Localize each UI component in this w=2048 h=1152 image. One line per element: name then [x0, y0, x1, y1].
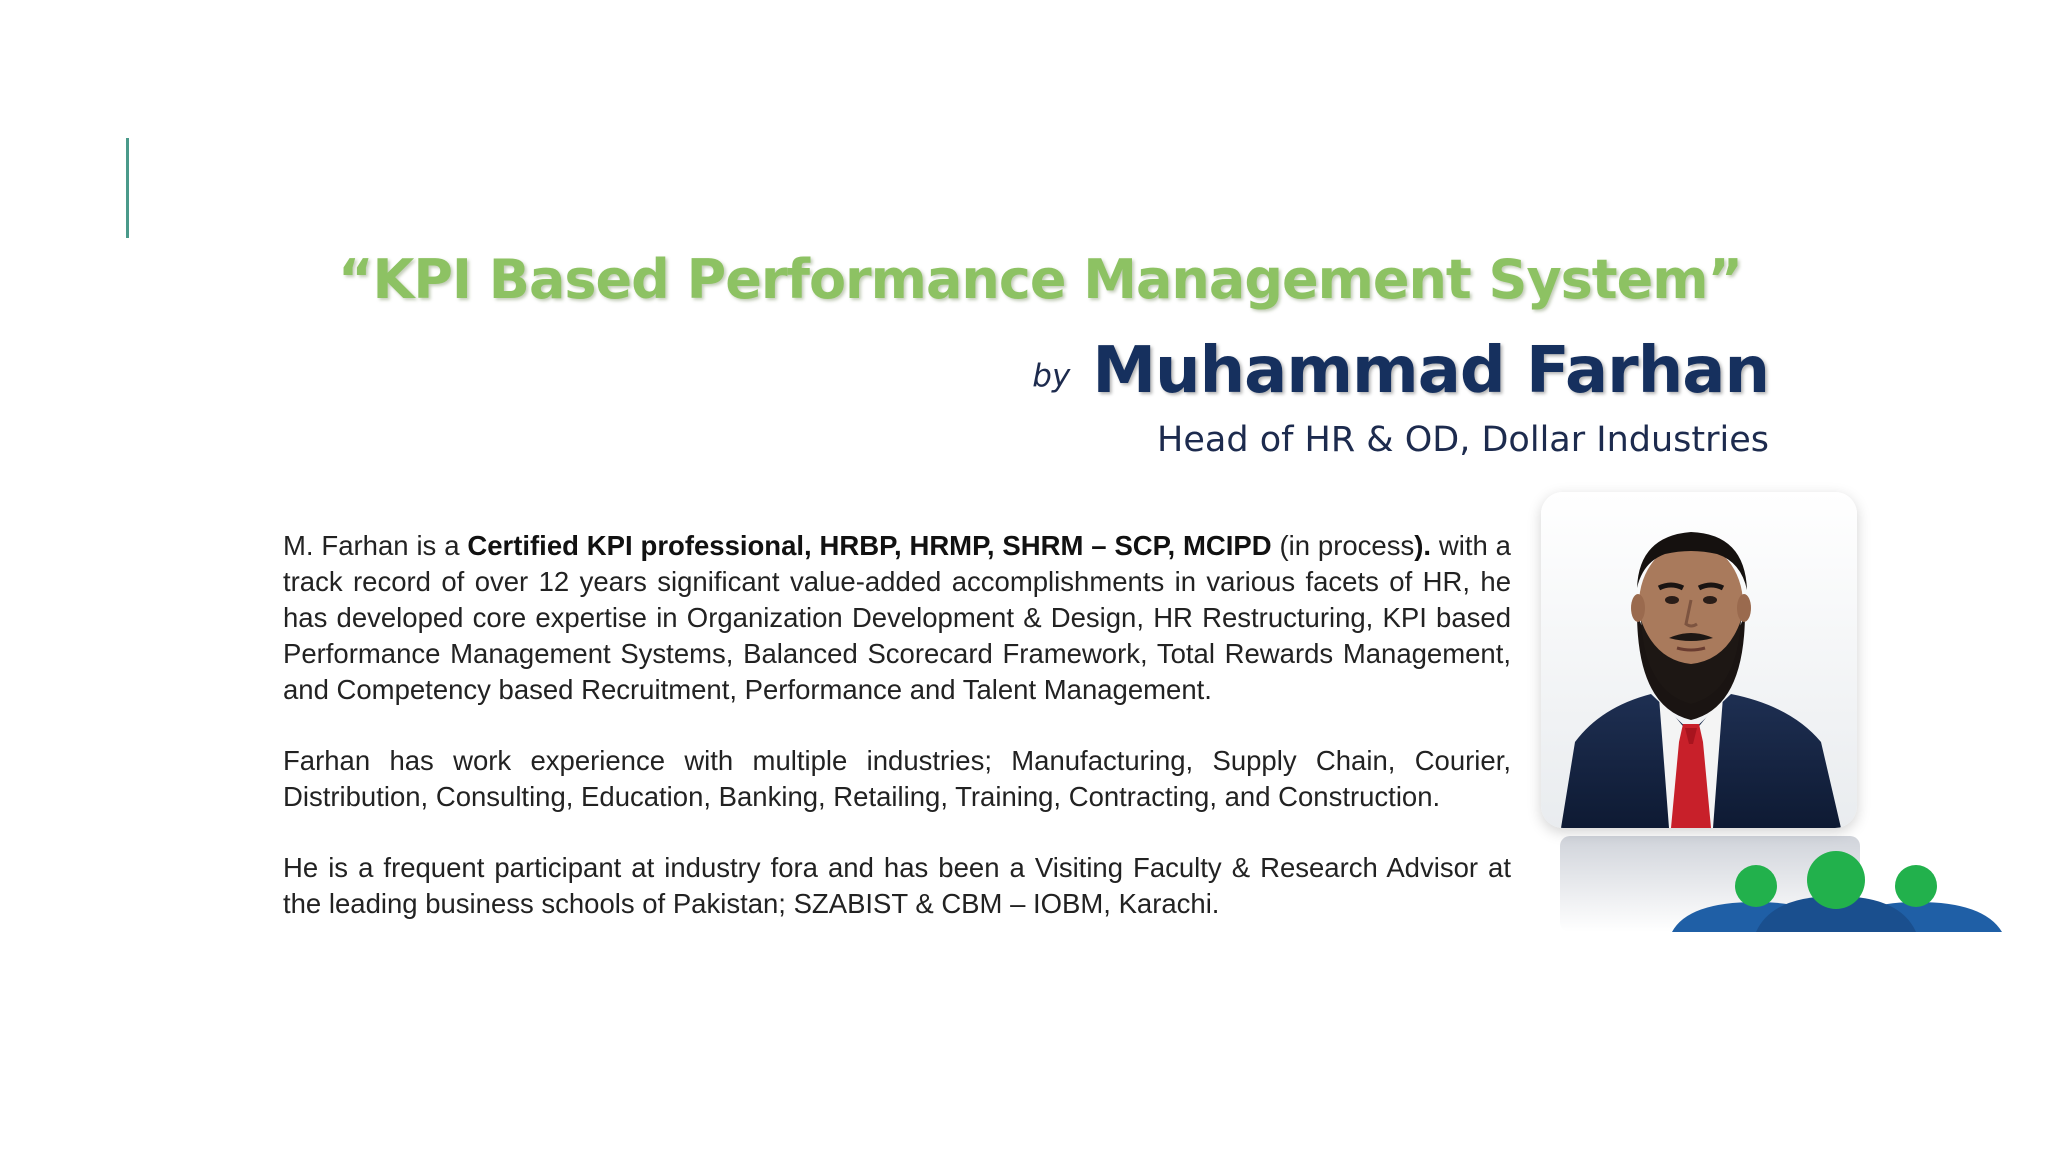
portrait-illustration — [1541, 492, 1857, 828]
bio-p1-start: M. Farhan is a — [283, 530, 468, 561]
author-portrait — [1541, 492, 1857, 828]
bio-p1-paren: (in process — [1271, 530, 1415, 561]
bio-p1-rest: with a track record of over 12 years significant value-added accomplishments in various facets of HR, he has developed core expertise in Organization Development & Design, HR Restructuring, KPI based Performance Management Systems, Balanced Scorecard Framework, Total Rewards Management, and Competency based Recruitment, Performance and Talent Management. — [283, 530, 1511, 705]
bio-p1-close: ). — [1414, 530, 1432, 561]
bio-paragraph-3: He is a frequent participant at industry fora and has been a Visiting Faculty & Research Advisor at the leading business schools of Pakistan; SZABIST & CBM – IOBM, Karachi. — [283, 852, 1511, 919]
people-group-icon — [1672, 850, 2002, 932]
presentation-title: “KPI Based Performance Management System” — [338, 248, 1742, 311]
author-bio — [283, 528, 1511, 957]
bio-paragraph-1 — [283, 528, 1511, 708]
bio-paragraph-2: Farhan has work experience with multiple industries; Manufacturing, Supply Chain, Courier, Distribution, Consulting, Education, Banking, Retailing, Training, Contracting, and Construction. — [283, 745, 1511, 812]
author-role: Head of HR & OD, Dollar Industries — [1157, 420, 1769, 460]
byline — [1032, 334, 1769, 408]
author-name: Muhammad Farhan — [1092, 334, 1769, 408]
by-label: by — [1032, 358, 1071, 394]
accent-line — [126, 138, 129, 238]
bio-credentials: Certified KPI professional, HRBP, HRMP, SHRM – SCP, MCIPD — [467, 530, 1272, 561]
